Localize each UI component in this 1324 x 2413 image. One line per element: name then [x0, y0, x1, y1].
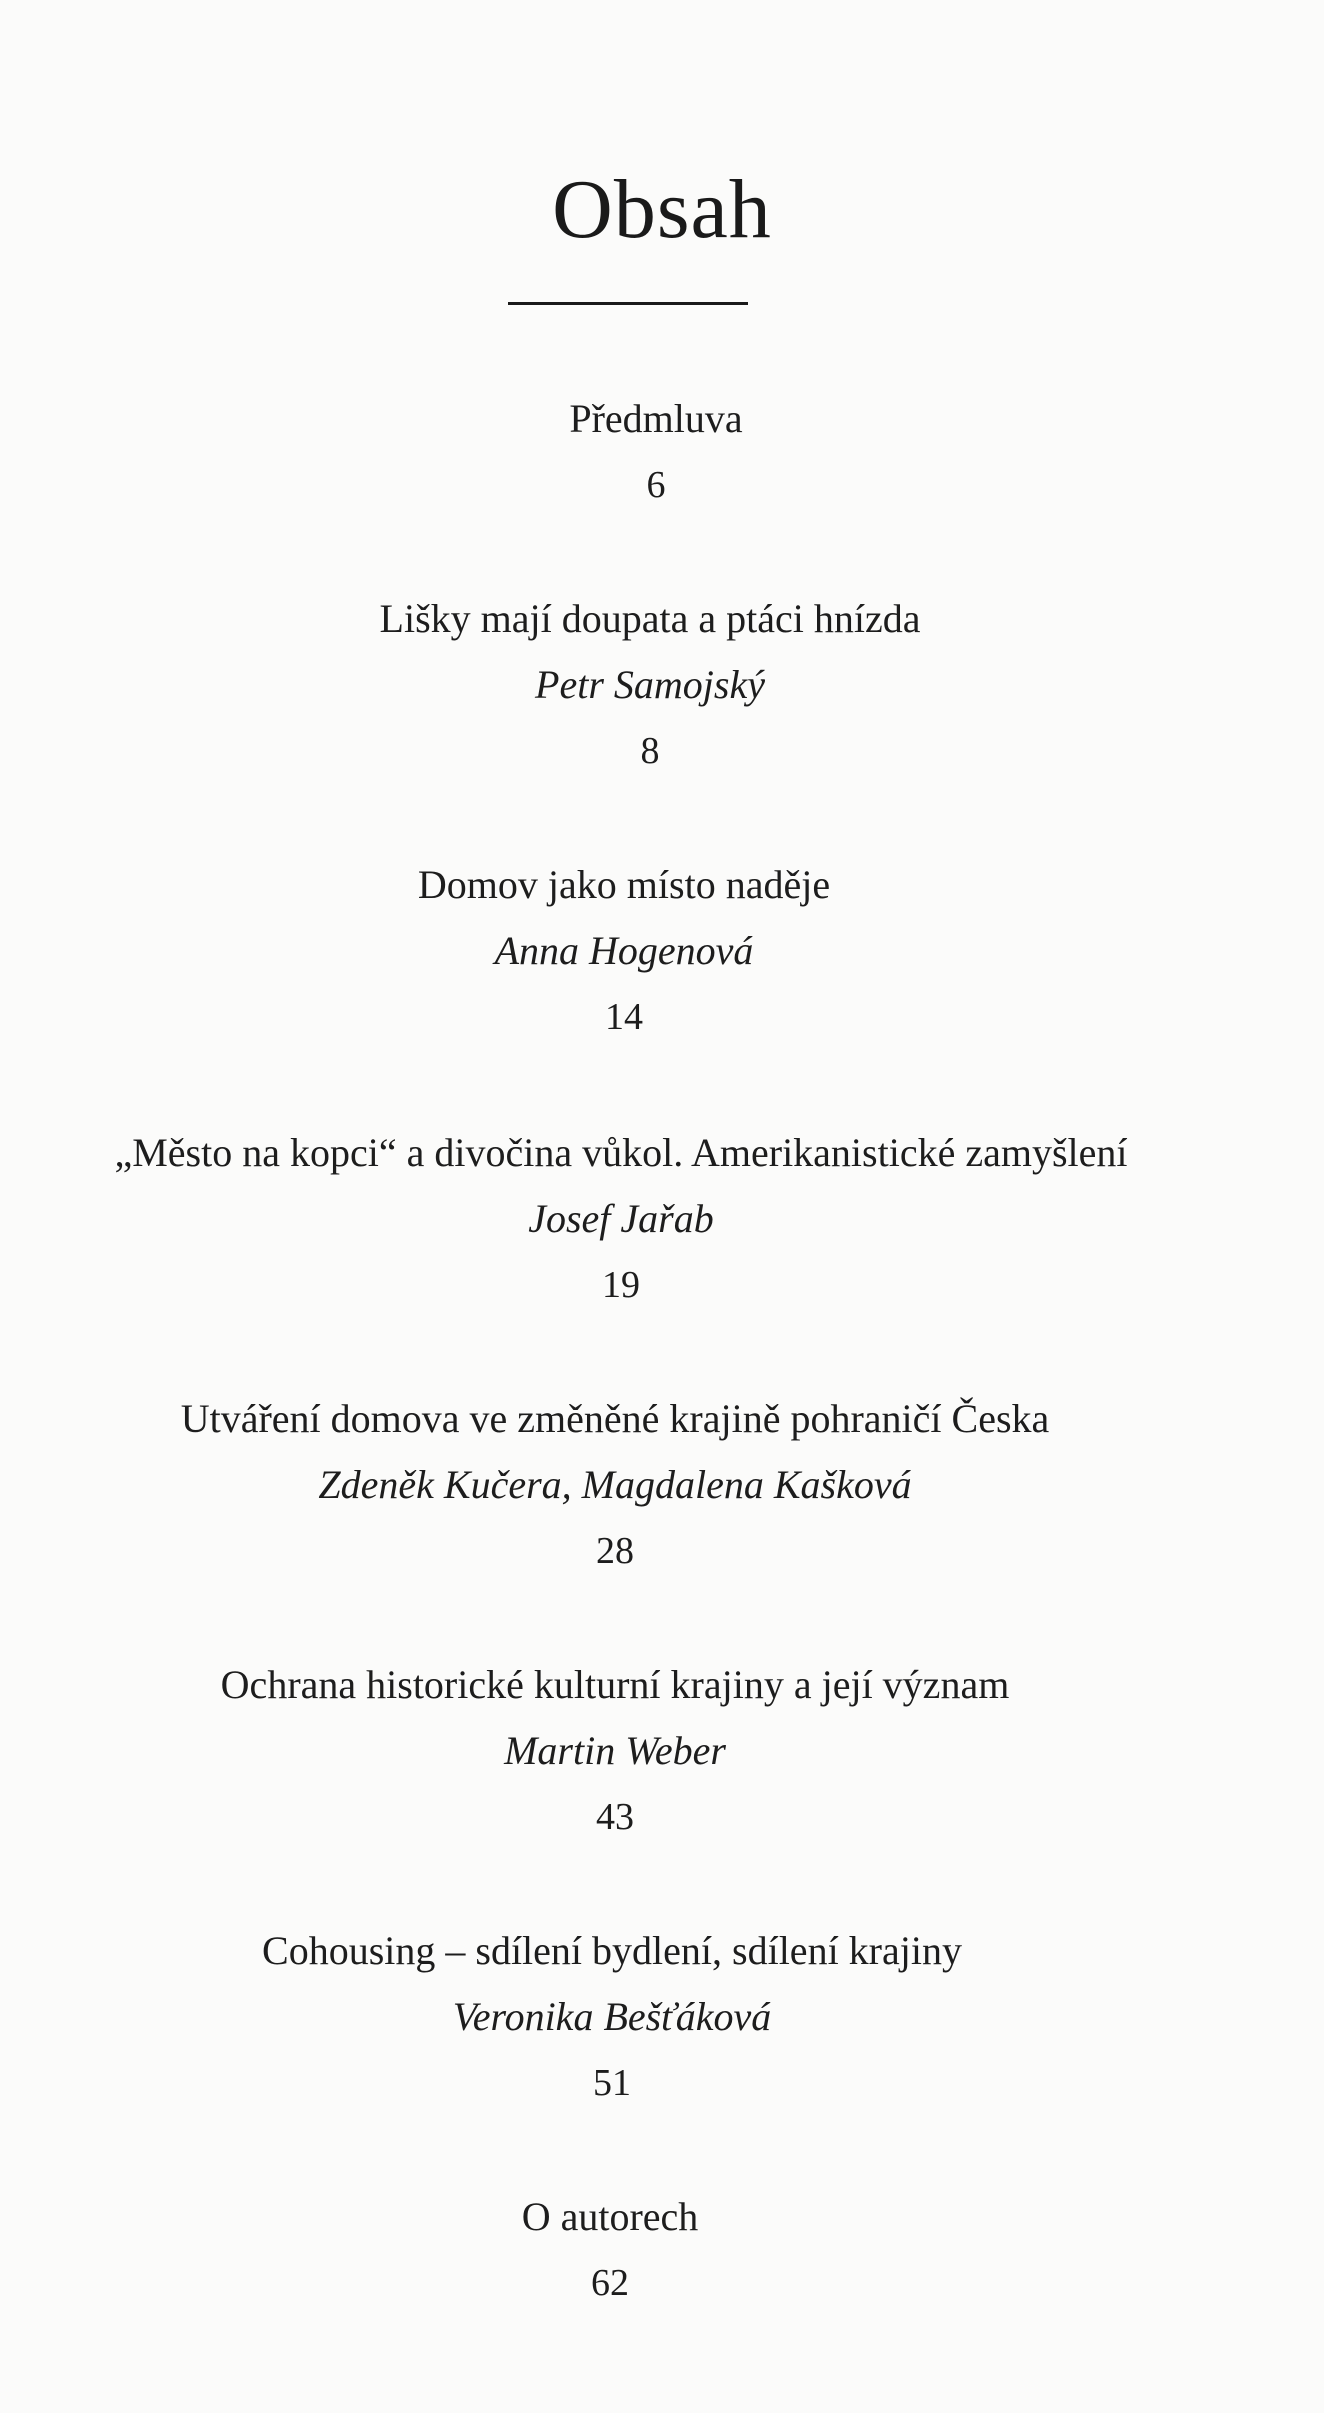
- entry-title: Cohousing – sdílení bydlení, sdílení krajiny: [262, 1928, 962, 1973]
- entry-author: Josef Jařab: [528, 1196, 714, 1241]
- entry-title: Předmluva: [569, 396, 743, 441]
- entry-author: Petr Samojský: [535, 662, 765, 707]
- entry-page-number: 14: [605, 996, 643, 1038]
- entry-title: Domov jako místo naděje: [417, 862, 831, 907]
- entry-title: O autorech: [521, 2194, 699, 2239]
- toc-entry: [0, 1918, 1274, 2116]
- entry-page-number: 51: [593, 2062, 631, 2104]
- toc-entry: [0, 1386, 1277, 1584]
- entry-page-number: 6: [646, 464, 666, 506]
- entry-author: Zdeněk Kučera, Magdalena Kašková: [318, 1462, 912, 1507]
- entry-title: Lišky mají doupata a ptáci hnízda: [379, 596, 921, 641]
- entry-author: Anna Hogenová: [494, 928, 754, 973]
- entry-page-number: 43: [596, 1796, 634, 1838]
- toc-entry: [0, 852, 1286, 1050]
- toc-entry: [0, 2184, 1272, 2316]
- entry-title: „Město na kopci“ a divočina vůkol. Amerikanistické zamyšlení: [114, 1130, 1128, 1175]
- toc-entry: [0, 1652, 1277, 1850]
- toc-entry: [0, 386, 1318, 518]
- entry-author: Veronika Bešťáková: [452, 1994, 772, 2039]
- entry-page-number: 19: [602, 1264, 640, 1306]
- entry-page-number: 28: [596, 1530, 634, 1572]
- entry-page-number: 62: [591, 2262, 629, 2304]
- toc-entry: [0, 1120, 1283, 1318]
- toc-entry: [0, 586, 1312, 784]
- entry-title: Utváření domova ve změněné krajině pohraničí Česka: [180, 1396, 1050, 1441]
- entry-page-number: 8: [640, 730, 660, 772]
- entry-title: Ochrana historické kulturní krajiny a její význam: [220, 1662, 1010, 1707]
- entry-author: Martin Weber: [504, 1728, 726, 1773]
- page-title: Obsah: [552, 163, 772, 256]
